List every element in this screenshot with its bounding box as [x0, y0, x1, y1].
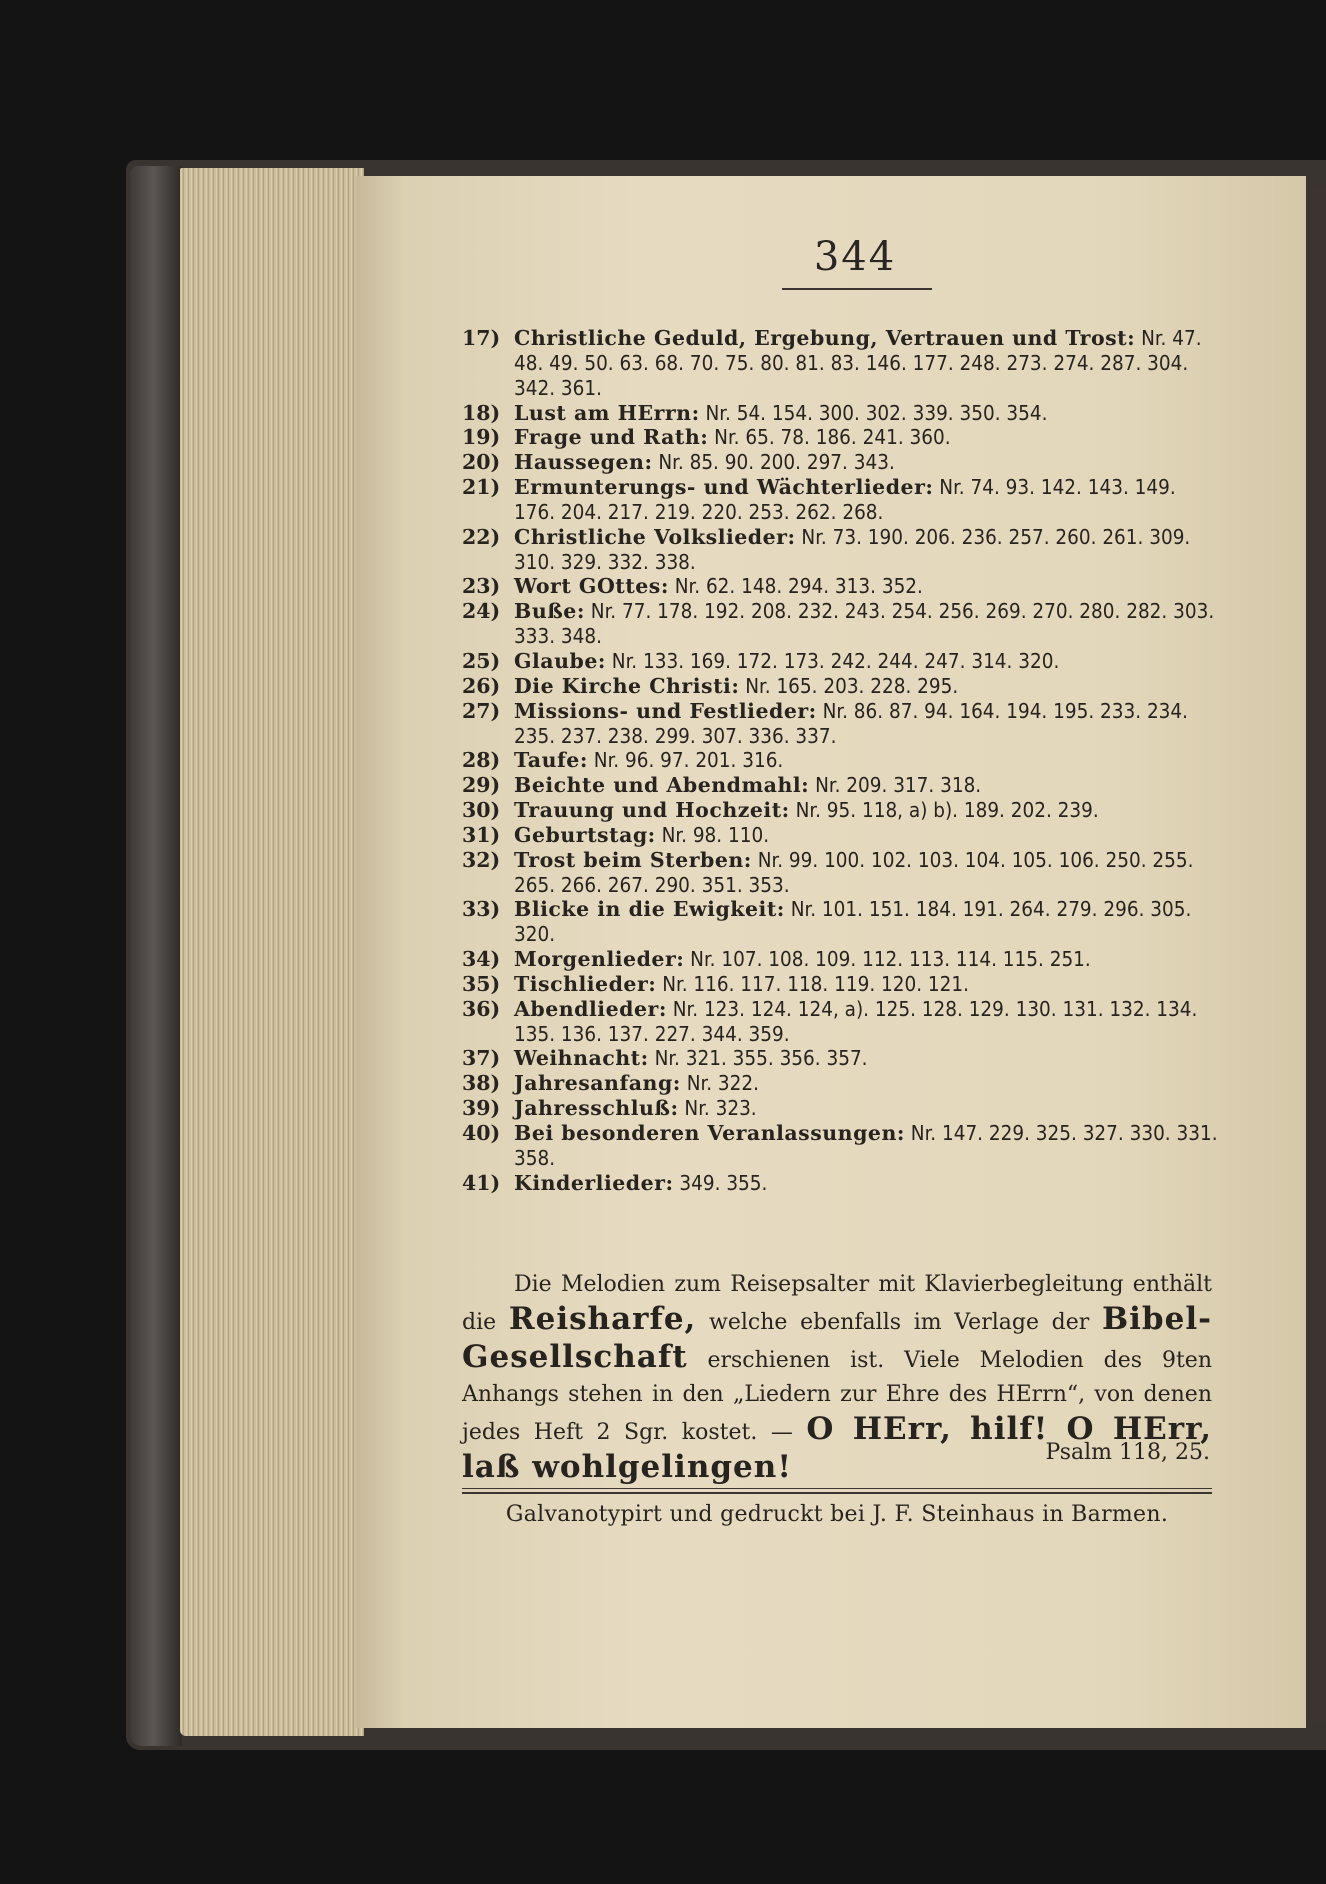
- entry-topic: Jahresanfang:: [514, 1071, 681, 1096]
- index-entry: [462, 649, 1222, 674]
- printer-rule-thick: [462, 1492, 1212, 1494]
- index-entry: [462, 674, 1222, 699]
- index-entry: [462, 997, 1222, 1047]
- index-entry: [462, 897, 1222, 947]
- entry-hymn-numbers: Nr. 101. 151. 184. 191. 264. 279. 296. 305. 320.: [514, 897, 1192, 947]
- entry-number: 35): [462, 971, 501, 996]
- entry-topic: Geburtstag:: [514, 822, 656, 847]
- entry-topic: Die Kirche Christi:: [514, 673, 740, 698]
- entry-hymn-numbers: Nr. 133. 169. 172. 173. 242. 244. 247. 314. 320.: [611, 648, 1060, 673]
- entry-topic: Beichte und Abendmahl:: [514, 773, 810, 798]
- entry-number: 31): [462, 822, 501, 847]
- printer-rule: [462, 1488, 1212, 1489]
- entry-number: 29): [462, 773, 501, 798]
- entry-topic: Trost beim Sterben:: [514, 847, 752, 872]
- entry-topic: Morgenlieder:: [514, 947, 685, 972]
- entry-hymn-numbers: Nr. 54. 154. 300. 302. 339. 350. 354.: [705, 400, 1048, 425]
- entry-topic: Buße:: [514, 599, 585, 624]
- entry-hymn-numbers: Nr. 62. 148. 294. 313. 352.: [674, 574, 923, 599]
- entry-topic: Jahresschluß:: [514, 1096, 679, 1121]
- page-number: 344: [813, 234, 897, 280]
- entry-hymn-numbers: Nr. 98. 110.: [661, 822, 770, 847]
- index-entry: [462, 450, 1222, 475]
- entry-topic: Blicke in die Ewigkeit:: [514, 897, 785, 922]
- entry-topic: Trauung und Hochzeit:: [514, 798, 790, 823]
- entry-hymn-numbers: Nr. 99. 100. 102. 103. 104. 105. 106. 250. 255. 265. 266. 267. 290. 351. 353.: [514, 847, 1194, 897]
- entry-number: 25): [462, 648, 501, 673]
- entry-topic: Abendlieder:: [514, 996, 667, 1021]
- entry-hymn-numbers: Nr. 209. 317. 318.: [815, 773, 982, 798]
- index-entry: [462, 773, 1222, 798]
- header-rule: [782, 288, 932, 290]
- index-entry: [462, 1071, 1222, 1096]
- entry-number: 39): [462, 1096, 501, 1121]
- entry-number: 30): [462, 798, 501, 823]
- note-text-1: Die Melodien zum Reisepsalter mit Klavierbegleitung enthält die: [462, 1272, 1212, 1335]
- index-entry: [462, 748, 1222, 773]
- index-entry: [462, 848, 1222, 898]
- entry-hymn-numbers: Nr. 86. 87. 94. 164. 194. 195. 233. 234. 235. 237. 238. 299. 307. 336. 337.: [514, 698, 1189, 748]
- entry-topic: Christliche Volkslieder:: [514, 524, 796, 549]
- entry-topic: Missions- und Festlieder:: [514, 698, 817, 723]
- entry-topic: Taufe:: [514, 748, 588, 773]
- entry-topic: Tischlieder:: [514, 971, 657, 996]
- entry-hymn-numbers: Nr. 95. 118, a) b). 189. 202. 239.: [795, 798, 1099, 823]
- entry-number: 38): [462, 1071, 501, 1096]
- entry-number: 34): [462, 947, 501, 972]
- entry-number: 37): [462, 1046, 501, 1071]
- index-entry: [462, 475, 1222, 525]
- entry-number: 20): [462, 450, 501, 475]
- index-entry: [462, 1121, 1222, 1171]
- entry-topic: Haussegen:: [514, 450, 653, 475]
- index-entry: [462, 699, 1222, 749]
- entry-number: 26): [462, 673, 501, 698]
- facing-page-edge: [1306, 186, 1326, 1722]
- page-edges: [180, 168, 364, 1736]
- index-entry: [462, 947, 1222, 972]
- index-entry: [462, 574, 1222, 599]
- index-entry: [462, 1046, 1222, 1071]
- entry-topic: Ermunterungs- und Wächterlieder:: [514, 475, 934, 500]
- note-text-3: erschienen ist. Viele Melodien des 9ten Anhangs stehen in den „Liedern zur Ehre des HErrn“, von denen jedes Heft 2 Sgr. kostet. —: [462, 1348, 1212, 1445]
- entry-number: 24): [462, 599, 501, 624]
- entry-hymn-numbers: Nr. 73. 190. 206. 236. 257. 260. 261. 309. 310. 329. 332. 338.: [514, 524, 1191, 574]
- index-entry: [462, 599, 1222, 649]
- entry-hymn-numbers: 349. 355.: [679, 1170, 768, 1195]
- entry-hymn-numbers: Nr. 147. 229. 325. 327. 330. 331. 358.: [514, 1121, 1218, 1170]
- entry-number: 36): [462, 996, 501, 1021]
- entry-number: 27): [462, 698, 501, 723]
- entry-number: 28): [462, 748, 501, 773]
- entry-number: 19): [462, 425, 501, 450]
- index-entry: [462, 823, 1222, 848]
- index-entry: [462, 326, 1222, 401]
- note-text-2: welche ebenfalls im Verlage der: [709, 1310, 1090, 1335]
- index-entry: [462, 1096, 1222, 1121]
- entry-topic: Christliche Geduld, Ergebung, Vertrauen und Trost:: [514, 326, 1136, 350]
- entry-hymn-numbers: Nr. 322.: [686, 1071, 759, 1096]
- entry-hymn-numbers: Nr. 116. 117. 118. 119. 120. 121.: [662, 971, 969, 996]
- index-entry: [462, 425, 1222, 450]
- note-title-reisharfe: Reisharfe,: [508, 1301, 697, 1337]
- index-entry: [462, 525, 1222, 575]
- psalm-reference: Psalm 118, 25.: [1045, 1440, 1210, 1465]
- entry-topic: Kinderlieder:: [514, 1170, 674, 1195]
- index-entry: [462, 972, 1222, 997]
- entry-hymn-numbers: Nr. 47. 48. 49. 50. 63. 68. 70. 75. 80. 81. 83. 146. 177. 248. 273. 274. 287. 304. 342. 361.: [514, 326, 1202, 400]
- entry-number: 40): [462, 1121, 501, 1145]
- entry-hymn-numbers: Nr. 323.: [684, 1096, 757, 1121]
- index-entry: [462, 1171, 1222, 1196]
- entry-topic: Weihnacht:: [514, 1046, 649, 1071]
- entry-hymn-numbers: Nr. 165. 203. 228. 295.: [745, 673, 959, 698]
- entry-topic: Bei besonderen Veranlassungen:: [514, 1121, 905, 1145]
- index-entry: [462, 798, 1222, 823]
- entry-hymn-numbers: Nr. 65. 78. 186. 241. 360.: [714, 425, 951, 450]
- entry-hymn-numbers: Nr. 85. 90. 200. 297. 343.: [658, 450, 895, 475]
- entry-number: 32): [462, 847, 501, 872]
- entry-hymn-numbers: Nr. 107. 108. 109. 112. 113. 114. 115. 251.: [690, 947, 1091, 972]
- entry-number: 17): [462, 326, 501, 350]
- note-title-bibelgesellschaft: Bibel-Gesellschaft: [462, 1301, 1212, 1375]
- entry-number: 33): [462, 897, 501, 922]
- entry-number: 23): [462, 574, 501, 599]
- printer-imprint: Galvanotypirt und gedruckt bei J. F. Steinhaus in Barmen.: [505, 1502, 1169, 1527]
- entry-topic: Glaube:: [514, 648, 606, 673]
- entry-hymn-numbers: Nr. 77. 178. 192. 208. 232. 243. 254. 256. 269. 270. 280. 282. 303. 333. 348.: [514, 599, 1215, 649]
- entry-hymn-numbers: Nr. 74. 93. 142. 143. 149. 176. 204. 217. 219. 220. 253. 262. 268.: [514, 475, 1176, 524]
- entry-topic: Lust am HErrn:: [514, 400, 700, 425]
- entry-number: 41): [462, 1170, 501, 1195]
- entry-number: 21): [462, 475, 501, 500]
- topic-index-list: [462, 326, 1222, 1196]
- entry-topic: Wort GOttes:: [514, 574, 669, 599]
- entry-hymn-numbers: Nr. 123. 124. 124, a). 125. 128. 129. 130. 131. 132. 134. 135. 136. 137. 227. 344. 359.: [514, 996, 1198, 1046]
- entry-number: 22): [462, 524, 501, 549]
- index-entry: [462, 401, 1222, 426]
- entry-number: 18): [462, 400, 501, 425]
- entry-topic: Frage und Rath:: [514, 425, 709, 450]
- entry-hymn-numbers: Nr. 321. 355. 356. 357.: [654, 1046, 868, 1071]
- note-prayer: O HErr, hilf! O HErr, laß wohlgelingen!: [462, 1411, 1212, 1485]
- entry-hymn-numbers: Nr. 96. 97. 201. 316.: [593, 748, 784, 773]
- book-spine: [130, 166, 182, 1746]
